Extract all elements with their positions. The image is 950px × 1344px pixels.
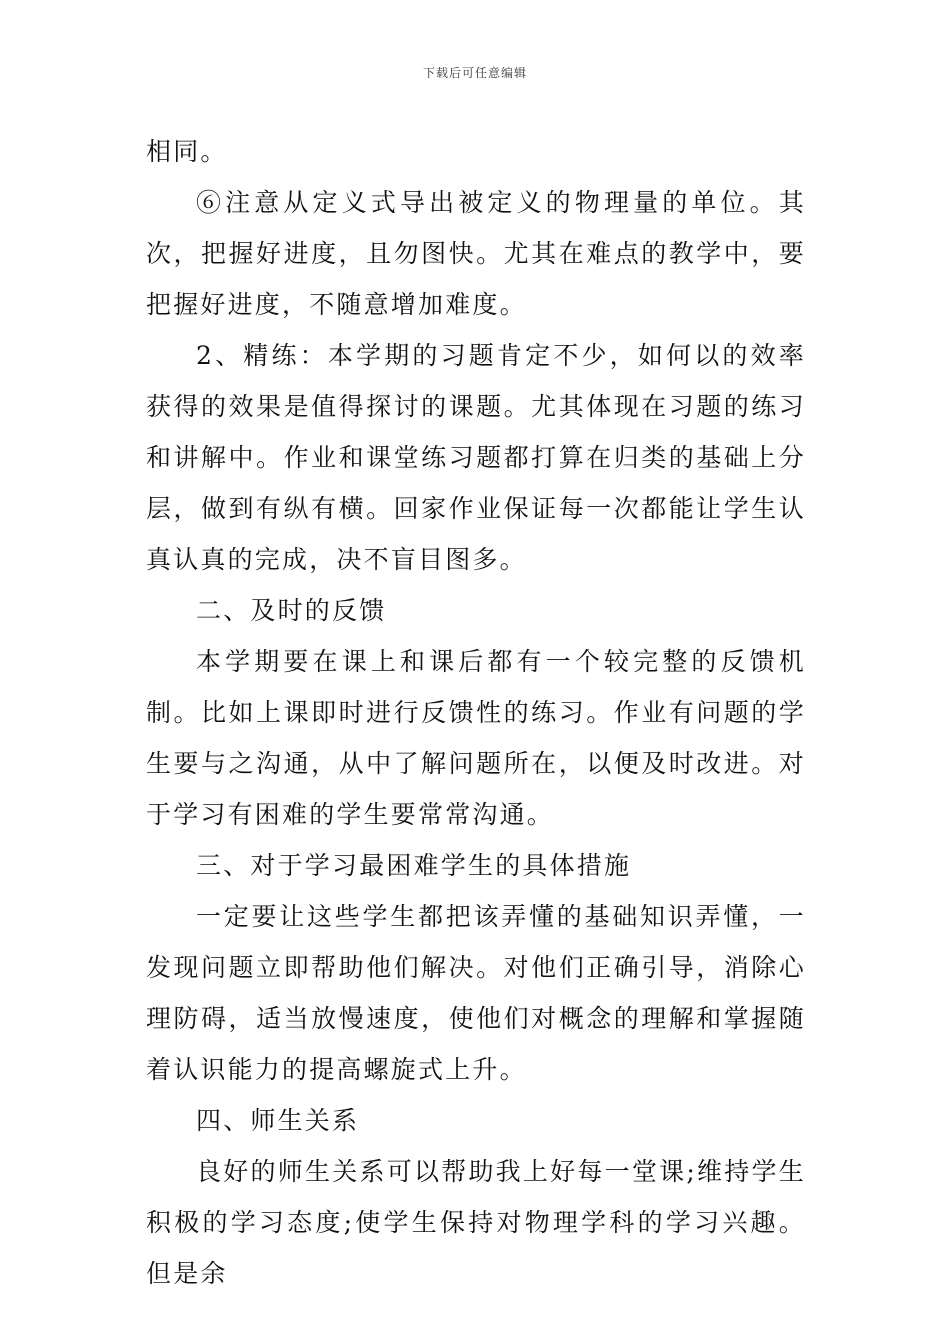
section-heading-2: 二、及时的反馈	[196, 596, 387, 625]
paragraph-4: 本学期要在课上和课后都有一个较完整的反馈机制。比如上课即时进行反馈性的练习。作业有问题的学生要与之沟通，从中了解问题所在，以便及时改进。对于学习有困难的学生要常常沟通。	[146, 647, 806, 829]
paragraph-5: 一定要让这些学生都把该弄懂的基础知识弄懂，一发现问题立即帮助他们解决。对他们正确引导，消除心理防碍，适当放慢速度，使他们对概念的理解和掌握随着认识能力的提高螺旋式上升。	[146, 902, 806, 1084]
paragraph-3: 2、精练：本学期的习题肯定不少，如何以的效率获得的效果是值得探讨的课题。尤其体现在习题的练习和讲解中。作业和课堂练习题都打算在归类的基础上分层，做到有纵有横。回家作业保证每一次都能让学生认真认真的完成，决不盲目图多。	[146, 341, 806, 574]
paragraph-1: 相同。	[146, 137, 228, 166]
page-header: 下载后可任意编辑	[422, 66, 527, 80]
section-heading-3: 三、对于学习最困难学生的具体措施	[196, 851, 632, 880]
document-body	[146, 126, 806, 1299]
paragraph-6: 良好的师生关系可以帮助我上好每一堂课;维持学生积极的学习态度;使学生保持对物理学科的学习兴趣。但是余	[146, 1157, 806, 1288]
section-heading-4: 四、师生关系	[196, 1106, 360, 1135]
paragraph-2: ⑥注意从定义式导出被定义的物理量的单位。其次，把握好进度，且勿图快。尤其在难点的教学中，要把握好进度，不随意增加难度。	[146, 188, 806, 319]
